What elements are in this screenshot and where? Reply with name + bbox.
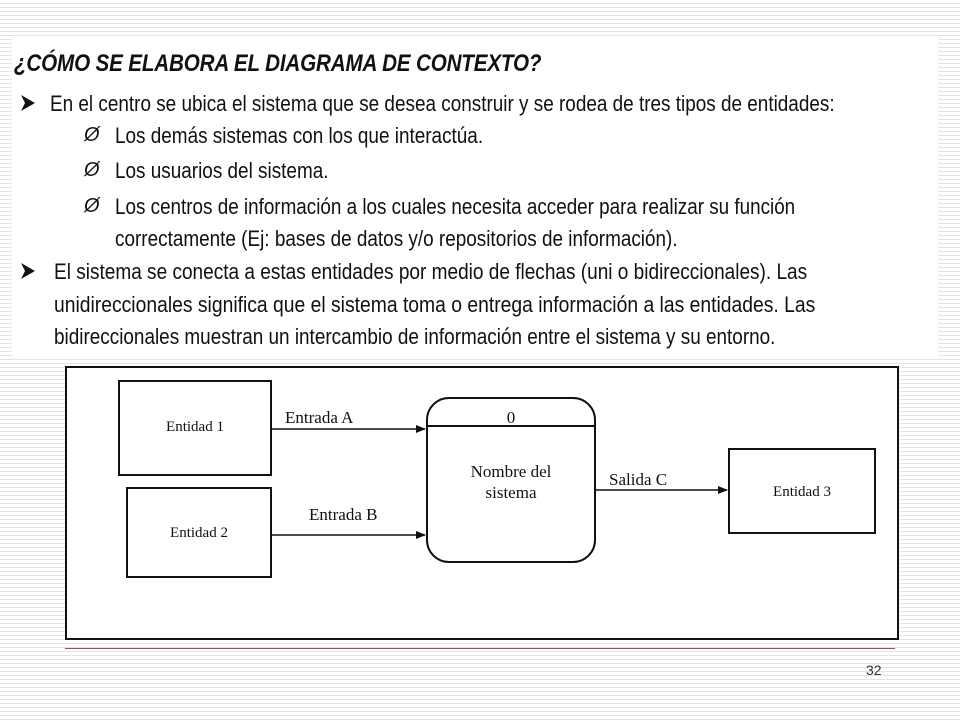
context-diagram xyxy=(65,366,899,640)
slide-title: ¿CÓMO SE ELABORA EL DIAGRAMA DE CONTEXTO? xyxy=(14,50,542,77)
flow-label-entrada-a: Entrada A xyxy=(285,408,354,427)
flow-label-entrada-b: Entrada B xyxy=(309,505,378,524)
entity-2-label: Entidad 2 xyxy=(170,525,228,541)
sub-item-3-text-line2: correctamente (Ej: bases de datos y/o repositorios de información). xyxy=(115,226,678,251)
flow-label-salida-c: Salida C xyxy=(609,470,668,489)
bullet-2-line-2: unidireccionales significa que el sistema toma o entrega información a las entidades. Las xyxy=(54,292,816,317)
bullet-2-line-1: El sistema se conecta a estas entidades por medio de flechas (uni o bidireccionales). Las xyxy=(54,259,808,284)
sub-item-2-text: Los usuarios del sistema. xyxy=(115,158,329,183)
text-panel xyxy=(12,36,938,358)
bullet-2-line-3: bidireccionales muestran un intercambio de información entre el sistema y su entorno. xyxy=(54,324,776,349)
process-number: 0 xyxy=(506,408,516,427)
arrowhead-bullet-icon xyxy=(20,262,36,284)
context-diagram-svg xyxy=(67,368,897,638)
sub-item-marker: Ø xyxy=(84,159,100,181)
entity-3-label: Entidad 3 xyxy=(773,484,831,500)
footer-rule xyxy=(65,648,895,649)
sub-item-marker: Ø xyxy=(84,195,100,217)
arrowhead-bullet-icon xyxy=(20,94,36,116)
bullet-1-text: En el centro se ubica el sistema que se desea construir y se rodea de tres tipos de entidades: xyxy=(50,91,835,116)
sub-item-marker: Ø xyxy=(84,124,100,146)
process-name-line2: sistema xyxy=(485,483,537,502)
process-name-line1: Nombre del xyxy=(470,462,552,481)
entity-1-label: Entidad 1 xyxy=(166,419,224,435)
page-number: 32 xyxy=(866,662,882,678)
sub-item-1-text: Los demás sistemas con los que interactúa. xyxy=(115,123,484,148)
sub-item-3-text-line1: Los centros de información a los cuales necesita acceder para realizar su función xyxy=(115,194,796,219)
